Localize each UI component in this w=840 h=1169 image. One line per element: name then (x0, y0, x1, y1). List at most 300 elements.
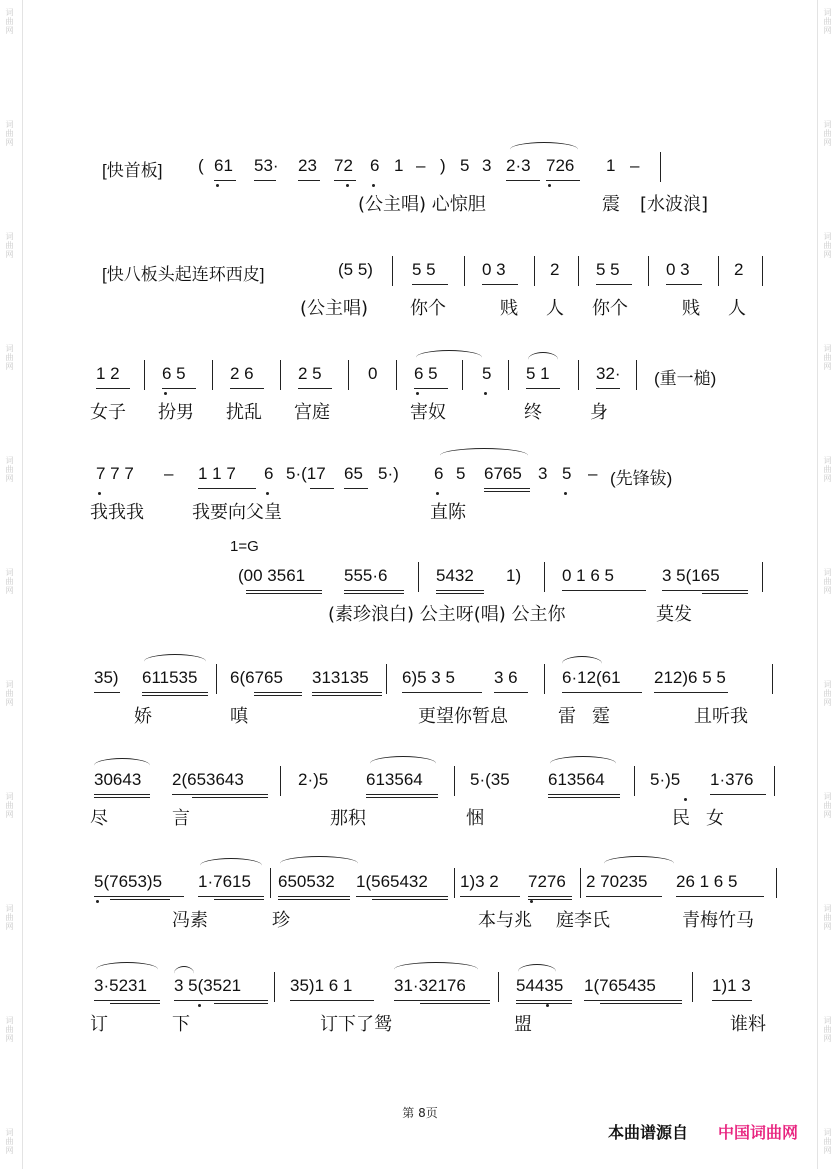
octave-dot (564, 492, 567, 495)
lyric: 盟 (514, 1014, 532, 1035)
underline (548, 794, 620, 795)
note-group: 72 (334, 156, 353, 175)
lyric: 珍 (272, 910, 290, 931)
watermark: 词曲网 (5, 904, 14, 931)
score-system-8 (88, 864, 778, 934)
note-group: 0 3 (482, 260, 506, 279)
bar-line (280, 360, 281, 390)
octave-dot (530, 900, 533, 903)
note-group: 1 2 (96, 364, 120, 383)
lyric: 雷 (558, 706, 576, 727)
lyric-line (88, 700, 778, 730)
lyric: 霆 (592, 706, 610, 727)
note-group: 555·6 (344, 566, 388, 585)
underline (310, 488, 334, 489)
underline (198, 896, 264, 897)
note-group: 5 1 (526, 364, 550, 383)
watermark: 词曲网 (823, 904, 832, 931)
bar-line (580, 868, 581, 898)
note-group: 7276 (528, 872, 566, 891)
dash: – (588, 464, 598, 483)
bar-line (508, 360, 509, 390)
bar-line (660, 152, 661, 182)
underline (94, 1000, 160, 1001)
notation-line (88, 968, 778, 1008)
lyric: 冯素 (172, 910, 208, 931)
watermark: 词曲网 (823, 344, 832, 371)
underline (94, 896, 184, 897)
bar-line (454, 766, 455, 796)
underline (110, 1003, 160, 1004)
note-group: 7 7 7 (96, 464, 134, 483)
underline (344, 488, 368, 489)
underline (414, 388, 448, 389)
note: 5 (460, 156, 470, 175)
note-group: 650532 (278, 872, 335, 891)
paren: ( (198, 156, 204, 175)
lyric: 女子 (90, 402, 126, 423)
underline (214, 180, 236, 181)
underline (596, 388, 620, 389)
lyric: 你个 (410, 298, 446, 319)
note-group: 1·376 (710, 770, 754, 789)
slur (174, 966, 194, 981)
lyric-line (88, 802, 778, 832)
underline (516, 1003, 572, 1004)
underline (394, 1000, 490, 1001)
watermark: 词曲网 (823, 456, 832, 483)
note-group: 32· (596, 364, 621, 383)
score-system-1 (88, 148, 778, 218)
underline (344, 590, 404, 591)
underline (562, 590, 646, 591)
underline (366, 794, 438, 795)
lyric: 庭李氏 (556, 910, 610, 931)
lyric: 直陈 (430, 502, 466, 523)
watermark: 词曲网 (5, 1016, 14, 1043)
lyric-line (88, 496, 778, 526)
site-name-link[interactable]: 中国词曲网 (718, 1123, 799, 1142)
score-system-3 (88, 356, 778, 426)
octave-dot (98, 492, 101, 495)
underline (494, 692, 528, 693)
underline (436, 590, 484, 591)
key-signature: 1=G (230, 538, 259, 555)
octave-dot (484, 392, 487, 395)
note-group: (5 5) (338, 260, 373, 279)
lyric-line (88, 188, 778, 218)
slur (394, 962, 478, 977)
watermark: 词曲网 (5, 456, 14, 483)
note-group: 26 1 6 5 (676, 872, 738, 891)
note-group: 2(653643 (172, 770, 244, 789)
lyric: 更望你暂息 (418, 706, 508, 727)
note-group: 5 5 (412, 260, 436, 279)
lyric-line (88, 396, 778, 426)
underline (596, 284, 632, 285)
underline (198, 488, 256, 489)
note: 5 (562, 464, 572, 483)
slur (440, 448, 528, 463)
lyric: 女 (706, 808, 724, 829)
note-group: 31·32176 (394, 976, 466, 995)
underline (654, 692, 728, 693)
note-group: 2 5 (298, 364, 322, 383)
underline (96, 388, 130, 389)
note-group: 611535 (142, 668, 198, 687)
left-watermark-strip (0, 0, 23, 1169)
note-group: 613564 (366, 770, 423, 789)
bar-line (418, 562, 419, 592)
underline (436, 593, 484, 594)
score-system-6 (88, 660, 778, 730)
bar-line (636, 360, 637, 390)
score-system-9 (88, 968, 778, 1038)
notation-line (88, 252, 778, 292)
lyric: (公主唱) (300, 298, 369, 319)
underline (278, 899, 350, 900)
underline (412, 284, 448, 285)
underline (172, 794, 268, 795)
octave-dot (436, 492, 439, 495)
percussion-note: (先锋钹) (610, 469, 673, 488)
lyric: 我要向父皇 (192, 502, 282, 523)
note-group: 2·3 (506, 156, 531, 175)
lyric: 且听我 (694, 706, 748, 727)
bar-line (396, 360, 397, 390)
lyric: (公主唱) 心惊胆 (358, 194, 486, 215)
bar-line (386, 664, 387, 694)
lyric: 谁料 (730, 1014, 766, 1035)
note: 3 (538, 464, 548, 483)
bar-line (578, 360, 579, 390)
slur (94, 758, 150, 773)
note-group: 212)6 5 5 (654, 668, 726, 687)
note-group: 5·(17 (286, 464, 326, 483)
underline (546, 180, 580, 181)
lyric: 下 (172, 1014, 190, 1035)
note-group: 65 (344, 464, 363, 483)
slur (416, 350, 482, 365)
bar-line (348, 360, 349, 390)
underline (162, 388, 196, 389)
watermark: 词曲网 (5, 232, 14, 259)
lyric: 本与兆 (478, 910, 532, 931)
bar-line (634, 766, 635, 796)
lyric: 人 (728, 298, 746, 319)
note-group: 6·12(61 (562, 668, 621, 687)
paren: ) (440, 156, 446, 175)
lyric: 悃 (466, 808, 484, 829)
bar-line (270, 868, 271, 898)
underline (586, 896, 662, 897)
note-group: 6)5 3 5 (402, 668, 455, 687)
notation-line (88, 864, 778, 904)
notation-line (88, 148, 778, 188)
underline (192, 797, 268, 798)
underline (528, 899, 572, 900)
note: 1 (606, 156, 616, 175)
score-system-7 (88, 762, 778, 832)
note-group: 613564 (548, 770, 605, 789)
lyric: 娇 (134, 706, 152, 727)
bar-line (578, 256, 579, 286)
underline (254, 695, 302, 696)
watermark: 词曲网 (823, 1128, 832, 1155)
underline (460, 896, 520, 897)
page-number: 第 8页 (402, 1106, 438, 1120)
notation-line (88, 356, 778, 396)
underline (562, 692, 642, 693)
underline (710, 794, 766, 795)
score-system-5 (88, 558, 778, 628)
note: 1) (506, 566, 522, 585)
source-label: 本曲谱源自 (608, 1123, 689, 1142)
underline (366, 797, 438, 798)
lyric: 我我我 (90, 502, 144, 523)
slur (280, 856, 358, 871)
bar-line (544, 664, 545, 694)
slur (96, 962, 158, 977)
watermark: 词曲网 (823, 120, 832, 147)
underline (528, 896, 572, 897)
watermark: 词曲网 (823, 680, 832, 707)
note-group: 5·) (378, 464, 399, 483)
note-group: 1(565432 (356, 872, 428, 891)
dash: – (164, 464, 174, 483)
slur (144, 654, 206, 669)
slur (370, 756, 436, 771)
bar-line (454, 868, 455, 898)
slur (510, 142, 578, 157)
lyric: 你个 (592, 298, 628, 319)
note-group: 2 6 (230, 364, 254, 383)
bar-line (212, 360, 213, 390)
underline (254, 692, 302, 693)
note-group: 726 (546, 156, 575, 175)
lyric: 扮男 (158, 402, 194, 423)
bar-line (534, 256, 535, 286)
watermark: 词曲网 (823, 1016, 832, 1043)
bar-line (762, 256, 763, 286)
watermark: 词曲网 (823, 232, 832, 259)
underline (94, 692, 120, 693)
underline (312, 695, 382, 696)
underline (174, 1000, 268, 1001)
slur (518, 964, 556, 979)
underline (526, 388, 560, 389)
note-group: 1 1 7 (198, 464, 236, 483)
bar-line (216, 664, 217, 694)
underline (662, 590, 748, 591)
lyric: 那积 (330, 808, 366, 829)
notation-line (88, 456, 778, 496)
watermark: 词曲网 (5, 8, 14, 35)
octave-dot (546, 1004, 549, 1007)
section-label: [快八板头起连环西皮] (102, 265, 265, 284)
right-watermark-strip (817, 0, 840, 1169)
underline (246, 593, 322, 594)
note-group: 35)1 6 1 (290, 976, 353, 995)
bar-line (772, 664, 773, 694)
lyric: 嗔 (230, 706, 248, 727)
slur (562, 656, 602, 671)
note: 6 (434, 464, 444, 483)
underline (420, 1003, 490, 1004)
lyric: (素珍浪白) 公主呀(唱) 公主你 (328, 604, 566, 625)
underline (484, 488, 530, 489)
underline (254, 180, 276, 181)
note-group: 53· (254, 156, 279, 175)
underline (712, 1000, 752, 1001)
lyric-line (88, 904, 778, 934)
note-group: 35) (94, 668, 119, 687)
section-label: [快首板] (102, 161, 163, 180)
note-group: 1·7615 (198, 872, 251, 891)
underline (666, 284, 702, 285)
note-group: 1(765435 (584, 976, 656, 995)
underline (278, 896, 350, 897)
watermark: 词曲网 (5, 344, 14, 371)
underline (142, 692, 208, 693)
watermark: 词曲网 (823, 792, 832, 819)
note: 5 (456, 464, 466, 483)
lyric: 尽 (90, 808, 108, 829)
underline (356, 896, 448, 897)
bar-line (464, 256, 465, 286)
lyric: 贱 (682, 298, 700, 319)
underline (600, 1003, 682, 1004)
note: 2 (734, 260, 744, 279)
octave-dot (96, 900, 99, 903)
underline (94, 797, 150, 798)
dash: – (416, 156, 426, 175)
lyric: 莫发 (656, 604, 692, 625)
underline (482, 284, 518, 285)
underline (94, 794, 150, 795)
slur (200, 858, 262, 873)
underline (142, 695, 208, 696)
note-group: 5 5 (596, 260, 620, 279)
octave-dot (164, 392, 167, 395)
note: 5 (482, 364, 492, 383)
underline (298, 388, 332, 389)
watermark: 词曲网 (5, 792, 14, 819)
underline (110, 899, 170, 900)
underline (214, 899, 264, 900)
underline (584, 1000, 682, 1001)
bar-line (776, 868, 777, 898)
note-group: 30643 (94, 770, 142, 789)
octave-dot (216, 184, 219, 187)
bar-line (774, 766, 775, 796)
note-group: 6(6765 (230, 668, 283, 687)
underline (402, 692, 482, 693)
bar-line (718, 256, 719, 286)
note-group: 3 5(3521 (174, 976, 242, 995)
lyric: 宫庭 (294, 402, 330, 423)
note-group: 0 1 6 5 (562, 566, 614, 585)
notation-line (88, 660, 778, 700)
note-group: 61 (214, 156, 233, 175)
octave-dot (416, 392, 419, 395)
note: 3 (482, 156, 492, 175)
watermark: 词曲网 (823, 8, 832, 35)
note-group: 3 6 (494, 668, 518, 687)
lyric: 终 (524, 402, 542, 423)
note-group: 0 3 (666, 260, 690, 279)
notation-line (88, 558, 778, 598)
bar-line (274, 972, 275, 1002)
bar-line (544, 562, 545, 592)
note-group: 6 5 (414, 364, 438, 383)
lyric: 贱 (500, 298, 518, 319)
note: 1 (394, 156, 404, 175)
note: 6 (264, 464, 274, 483)
score-system-2 (88, 252, 778, 322)
note-group: 23 (298, 156, 317, 175)
bar-line (648, 256, 649, 286)
note-group: 2 70235 (586, 872, 648, 891)
note-group: 313135 (312, 668, 369, 687)
lyric: 人 (546, 298, 564, 319)
bar-line (498, 972, 499, 1002)
underline (246, 590, 322, 591)
rest: 0 (368, 364, 378, 383)
note-group: 2·)5 (298, 770, 329, 789)
octave-dot (346, 184, 349, 187)
watermark: 词曲网 (5, 1128, 14, 1155)
octave-dot (266, 492, 269, 495)
bar-line (392, 256, 393, 286)
slur (604, 856, 674, 871)
underline (372, 899, 448, 900)
underline (506, 180, 540, 181)
octave-dot (198, 1004, 201, 1007)
watermark: 词曲网 (823, 568, 832, 595)
note-group: 5·(35 (470, 770, 510, 789)
underline (676, 896, 764, 897)
bar-line (762, 562, 763, 592)
octave-dot (372, 184, 375, 187)
note-group: 5(7653)5 (94, 872, 163, 891)
lyric: 言 (172, 808, 190, 829)
note-group: 3 5(165 (662, 566, 720, 585)
underline (334, 180, 356, 181)
slur (528, 352, 558, 367)
lyric: 民 (672, 808, 690, 829)
note: 2 (550, 260, 560, 279)
dash: – (630, 156, 640, 175)
octave-dot (684, 798, 687, 801)
note-group: 1)3 2 (460, 872, 499, 891)
underline (516, 1000, 572, 1001)
note-group: (00 3561 (238, 566, 306, 585)
watermark: 词曲网 (5, 680, 14, 707)
notation-line (88, 762, 778, 802)
underline (484, 491, 530, 492)
note-group: 1)1 3 (712, 976, 751, 995)
lyric: 订 (90, 1014, 108, 1035)
lyric: 害奴 (410, 402, 446, 423)
underline (214, 1003, 268, 1004)
note-group: 5·)5 (650, 770, 681, 789)
lyric: 身 (590, 402, 608, 423)
note-group: 6 5 (162, 364, 186, 383)
lyric-line (88, 598, 778, 628)
lyric-line (88, 292, 778, 322)
lyric-line (88, 1008, 778, 1038)
